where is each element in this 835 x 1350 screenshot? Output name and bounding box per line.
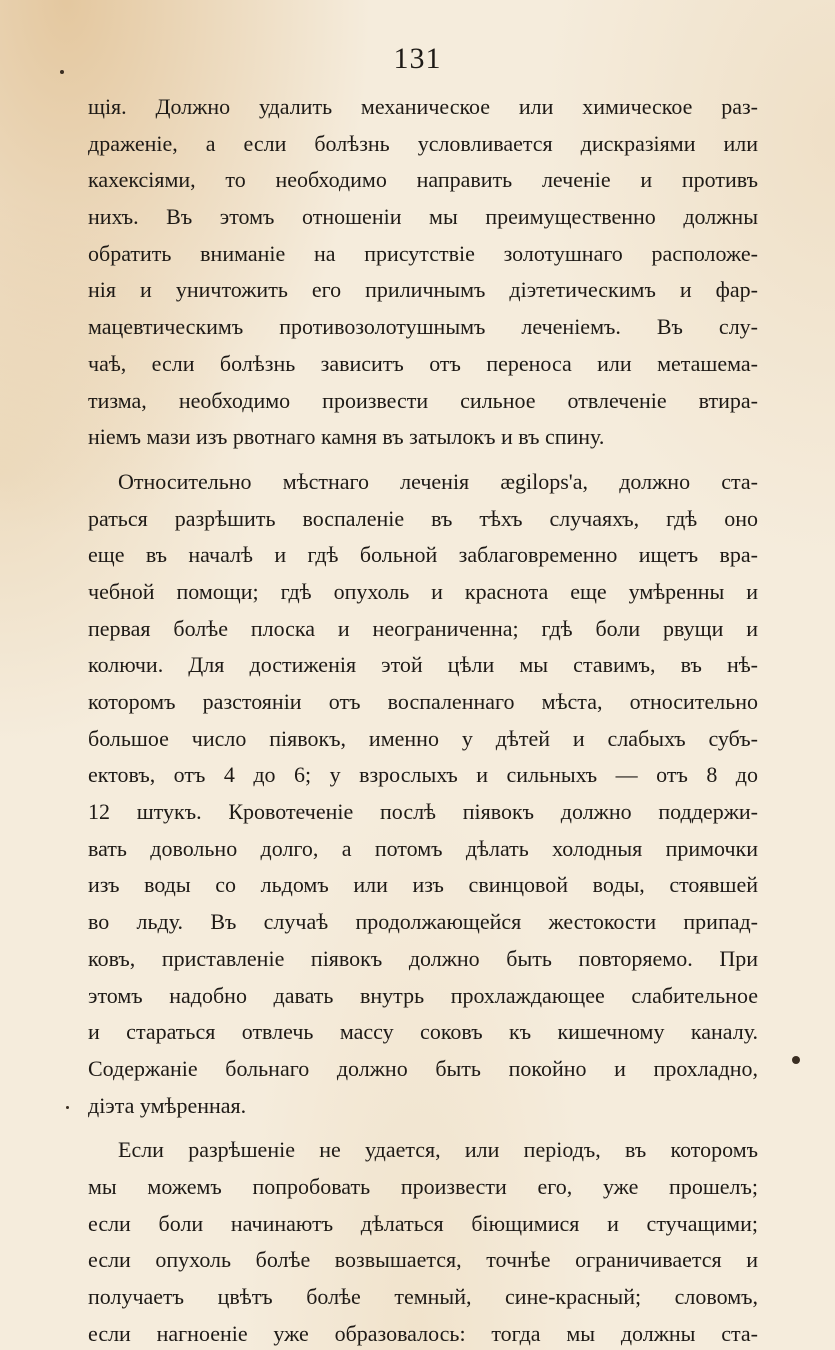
text-line: діэта умѣренная. [88,1092,247,1118]
paper-speck [60,70,64,74]
text-line: еще въ началѣ и гдѣ больной заблаговременно ищетъ вра- [88,542,758,568]
text-line: колючи. Для достиженія этой цѣли мы ставимъ, въ нѣ- [88,652,758,678]
text-line: драженіе, а если болѣзнь условливается дискразіями или [88,130,758,156]
text-line: нія и уничтожить его приличнымъ діэтетическимъ и фар- [88,277,758,303]
text-line: которомъ разстояніи отъ воспаленнаго мѣста, относительно [88,689,758,714]
text-line: чебной помощи; гдѣ опухоль и краснота еще умѣренны и [88,578,758,604]
text-line: обратить вниманіе на присутствіе золотушнаго расположе- [88,240,758,266]
paragraph-1 [88,89,758,456]
paper-speck [66,1106,69,1109]
text-line: этомъ надобно давать внутрь прохлаждающее слабительное [88,982,758,1008]
body-text [88,89,758,1350]
paper-speck [792,1056,800,1064]
text-line: щія. Должно удалить механическое или химическое раз- [88,94,758,119]
text-line: мацевтическимъ противозолотушнымъ леченіемъ. Въ слу- [88,314,758,340]
text-line: Относительно мѣстнаго леченія ægilops'а, должно ста- [118,468,758,494]
text-line: ектовъ, отъ 4 до 6; у взрослыхъ и сильныхъ — отъ 8 до [88,762,758,788]
text-line: если опухоль болѣе возвышается, точнѣе ограничивается и [88,1247,758,1273]
text-line: вать довольно долго, а потомъ дѣлать холодныя примочки [88,835,758,861]
paragraph-2 [88,464,758,1124]
text-line: первая болѣе плоска и неограниченна; гдѣ боли рвущи и [88,615,758,641]
text-line: 12 штукъ. Кровотеченіе послѣ піявокъ должно поддержи- [88,799,758,825]
text-line: Содержаніе больнаго должно быть покойно и прохладно, [88,1055,758,1081]
text-line: кахексіями, то необходимо направить леченіе и противъ [88,167,758,193]
text-line: Если разрѣшеніе не удается, или періодъ, въ которомъ [118,1137,758,1163]
text-line: мы можемъ попробовать произвести его, уже прошелъ; [88,1173,758,1199]
text-line: ковъ, приставленіе піявокъ должно быть повторяемо. При [88,945,758,971]
text-line: ніемъ мази изъ рвотнаго камня въ затылокъ и въ спину. [88,424,605,450]
text-line: изъ воды со льдомъ или изъ свинцовой воды, стоявшей [88,872,758,898]
text-line: и стараться отвлечь массу соковъ къ кишечному каналу. [88,1019,758,1045]
text-line: нихъ. Въ этомъ отношеніи мы преимущественно должны [88,204,758,230]
text-line: тизма, необходимо произвести сильное отвлеченіе втира- [88,387,758,413]
paragraph-3 [88,1132,758,1350]
text-line: если боли начинаютъ дѣлаться біющимися и стучащими; [88,1210,758,1236]
page-number: 131 [393,42,442,75]
text-line: во льду. Въ случаѣ продолжающейся жестокости припад- [88,909,758,935]
text-line: раться разрѣшить воспаленіе въ тѣхъ случаяхъ, гдѣ оно [88,505,758,531]
text-line: если нагноеніе уже образовалось: тогда мы должны ста- [88,1320,758,1346]
text-line: чаѣ, если болѣзнь зависитъ отъ переноса или меташема- [88,350,758,376]
text-line: получаетъ цвѣтъ болѣе темный, сине-красный; словомъ, [88,1284,758,1309]
text-line: большое число піявокъ, именно у дѣтей и слабыхъ субъ- [88,725,758,751]
